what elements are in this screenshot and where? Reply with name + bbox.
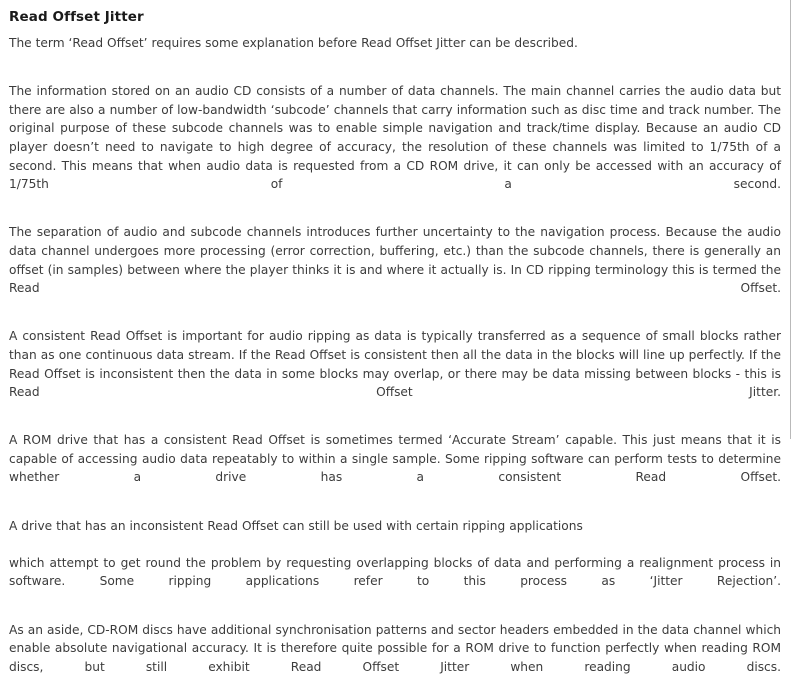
paragraph-audio-cd-channels: The information stored on an audio CD consists of a number of data channels. The main channel carries the audio data but there are also a number of low-bandwidth ‘subcode’ channels that carry information such as disc time and track number. The original purpose of these subcode channels was to enable simple navigation and track/time display. Because an audio CD player doesn’t need to navigate to high degree of accuracy, the resolution of these channels was limited to 1/75th of a second. This means that when audio data is requested from a CD ROM drive, it can only be accessed with an accuracy of 1/75th of a second. <box>9 84 781 192</box>
page-title: Read Offset Jitter <box>9 9 144 25</box>
paragraph-cd-rom-aside: As an aside, CD-ROM discs have additional synchronisation patterns and sector headers embedded in the data channel which enable absolute navigational accuracy. It is therefore quite possible for a ROM drive to function perfectly when reading ROM discs, but still exhibit Read Offset Jitter when reading audio discs. <box>9 622 781 674</box>
paragraph-intro: The term ‘Read Offset’ requires some explanation before Read Offset Jitter can be described. <box>9 36 578 50</box>
paragraph-jitter-rejection-line-2: which attempt to get round the problem by requesting overlapping blocks of data and performing a realignment process in software. Some ripping applications refer to this process as ‘Jitter Rejection’. <box>9 555 781 589</box>
paragraph-jitter-rejection-line-1: A drive that has an inconsistent Read Offset can still be used with certain ripping applications <box>9 518 583 533</box>
paragraph-accurate-stream: A ROM drive that has a consistent Read Offset is sometimes termed ‘Accurate Stream’ capable. This just means that it is capable of accessing audio data repeatably to within a single sample. Some ripping software can perform tests to determine whether a drive has a consistent Read Offset. <box>9 433 781 485</box>
paragraph-consistent-read-offset: A consistent Read Offset is important for audio ripping as data is typically transferred as a sequence of small blocks rather than as one continuous data stream. If the Read Offset is consistent then all the data in the blocks will line up perfectly. If the Read Offset is inconsistent then the data in some blocks may overlap, or there may be data missing between blocks - this is Read Offset Jitter. <box>9 329 781 400</box>
paragraph-jitter-rejection <box>9 517 781 610</box>
paragraph-channel-separation: The separation of audio and subcode channels introduces further uncertainty to the navigation process. Because the audio data channel undergoes more processing (error correction, buffering, etc.) than the subcode channels, there is generally an offset (in samples) between where the player thinks it is and where it actually is. In CD ripping terminology this is termed the Read Offset. <box>9 225 781 296</box>
